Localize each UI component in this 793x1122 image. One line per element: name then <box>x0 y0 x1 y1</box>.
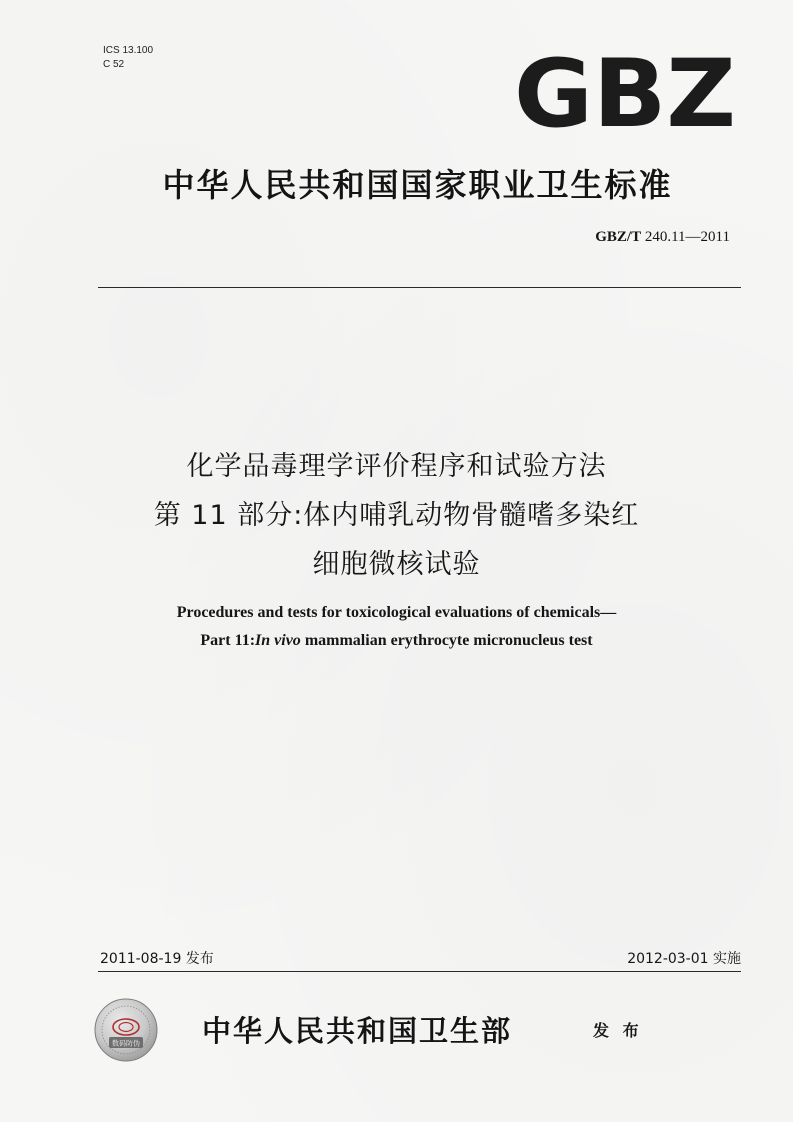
chinese-title-line-3: 细胞微核试验 <box>312 549 481 580</box>
gbz-logo <box>512 52 738 132</box>
classification-codes <box>103 44 153 72</box>
standard-number-prefix: GBZ/T <box>595 229 642 245</box>
issue-date: 2011-08-19 发布 <box>100 951 214 967</box>
standard-category-title: 中华人民共和国国家职业卫生标准 <box>162 166 673 204</box>
english-title-rest: mammalian erythrocyte micronucleus test <box>300 632 593 649</box>
chinese-title-line-1: 化学品毒理学评价程序和试验方法 <box>186 451 607 482</box>
implementation-date: 2012-03-01 实施 <box>627 951 741 967</box>
english-title-in-vivo: In vivo <box>255 632 301 649</box>
chinese-title-line-2: 第 11 部分:体内哺乳动物骨髓嗜多染红 <box>153 500 640 531</box>
anti-counterfeit-seal-icon <box>93 997 159 1063</box>
ccs-code: C 52 <box>103 59 125 70</box>
top-divider <box>98 287 741 288</box>
english-title-part: Part 11: <box>200 632 256 649</box>
publisher-name: 中华人民共和国卫生部 <box>202 1014 513 1048</box>
gbz-logo-text: GBZ <box>514 52 736 132</box>
bottom-divider <box>98 971 741 972</box>
standard-number <box>595 229 730 246</box>
seal-text: 数码防伪 <box>112 1039 140 1048</box>
ics-code: ICS 13.100 <box>103 45 154 56</box>
publish-label: 发 布 <box>593 1021 643 1040</box>
english-title-line-2 <box>60 632 733 650</box>
english-title-line-1: Procedures and tests for toxicological evaluations of chemicals— <box>176 604 617 621</box>
standard-number-value: 240.11—2011 <box>644 229 730 245</box>
